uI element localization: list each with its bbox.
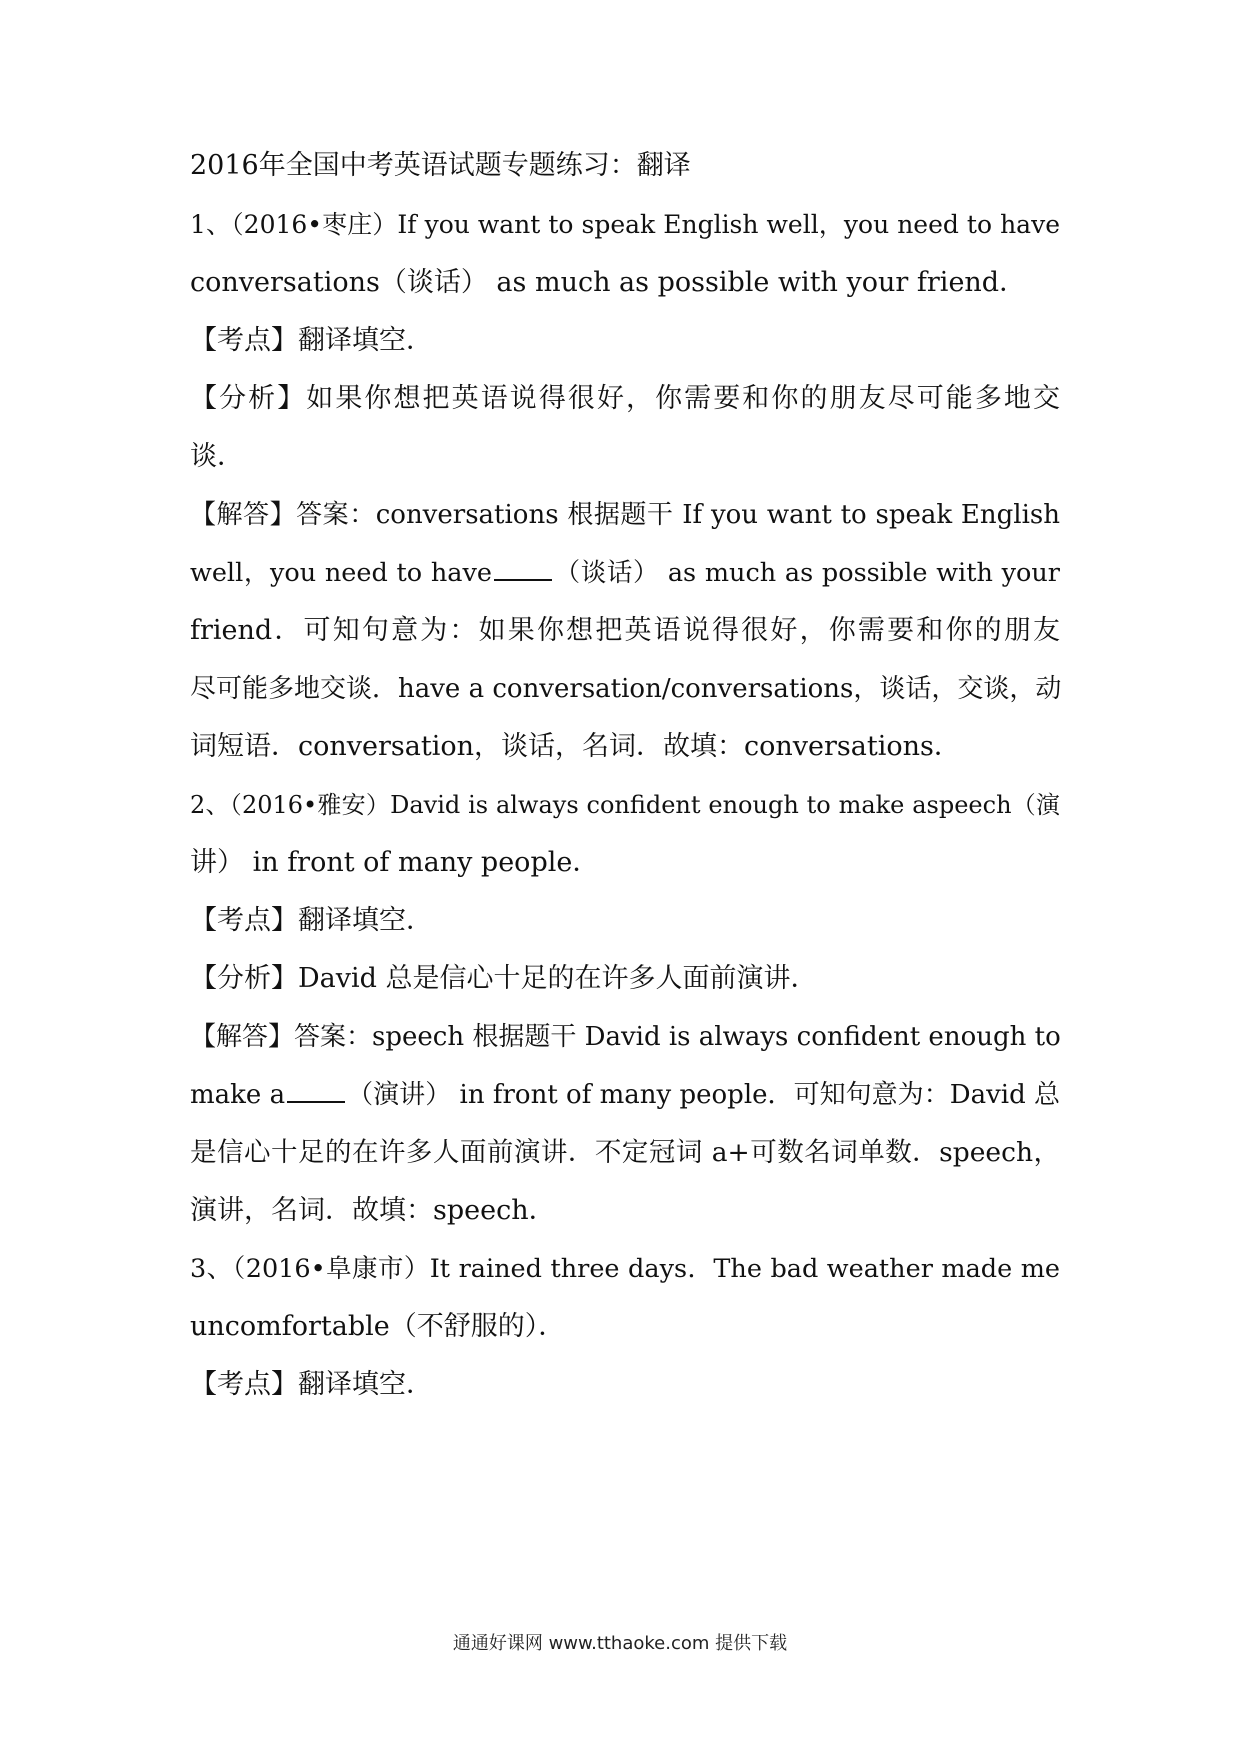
- q2-jieda-line2-a: make a: [190, 1080, 286, 1110]
- q1-jieda-line3: friend．可知句意为：如果你想把英语说得很好，你需要和你的朋友: [190, 615, 1060, 646]
- q2-jieda-line4: 演讲，名词．故填：speech．: [190, 1195, 556, 1226]
- q1-jieda-line4: 尽可能多地交谈．have a conversation/conversations，谈话，交谈，动: [190, 674, 1062, 704]
- q1-jieda-line1: 【解答】答案：conversations 根据题干 If you want to speak English: [190, 500, 1060, 530]
- page-title: 2016年全国中考英语试题专题练习：翻译: [190, 150, 691, 181]
- q2-kaodian: 【考点】翻译填空．: [190, 905, 433, 936]
- q1-line1: 1、（2016•枣庄）If you want to speak English well，you need to have: [190, 210, 1060, 239]
- q3-kaodian: 【考点】翻译填空．: [190, 1369, 433, 1400]
- q2-jieda-line1: 【解答】答案：speech 根据题干 David is always confident enough to: [190, 1022, 1061, 1052]
- q1-jieda-line2: [190, 553, 1060, 593]
- q3-line2: uncomfortable（不舒服的）．: [190, 1311, 566, 1342]
- answer-blank: [287, 1077, 345, 1103]
- answer-blank: [494, 555, 552, 581]
- q3-line1: 3、（2016•阜康市）It rained three days．The bad weather made me: [190, 1254, 1060, 1284]
- q2-fenxi: 【分析】David 总是信心十足的在许多人面前演讲．: [190, 963, 818, 994]
- q2-jieda-line2-b: （演讲） in front of many people．可知句意为：David 总: [347, 1080, 1061, 1110]
- q2-jieda-line3: 是信心十足的在许多人面前演讲．不定冠词 a+可数名词单数．speech，: [190, 1137, 1060, 1168]
- q1-jieda-line2-a: well，you need to have: [190, 558, 492, 588]
- q1-fenxi-line1: 【分析】如果你想把英语说得很好，你需要和你的朋友尽可能多地交: [190, 383, 1060, 414]
- q1-jieda-line2-b: （谈话） as much as possible with your: [554, 558, 1060, 588]
- page-footer: 通通好课网 www.tthaoke.com 提供下载: [452, 1633, 788, 1654]
- q2-line2: 讲） in front of many people．: [190, 847, 600, 878]
- q1-jieda-line5: 词短语．conversation，谈话，名词．故填：conversations．: [190, 731, 961, 762]
- q1-line2: conversations（谈话） as much as possible with your friend．: [190, 267, 1027, 298]
- q1-fenxi-line2: 谈．: [190, 441, 244, 472]
- q2-line1: 2、（2016•雅安）David is always confident enough to make aspeech（演: [190, 791, 1060, 819]
- q2-jieda-line2: [190, 1075, 1060, 1115]
- q1-kaodian: 【考点】翻译填空．: [190, 325, 433, 356]
